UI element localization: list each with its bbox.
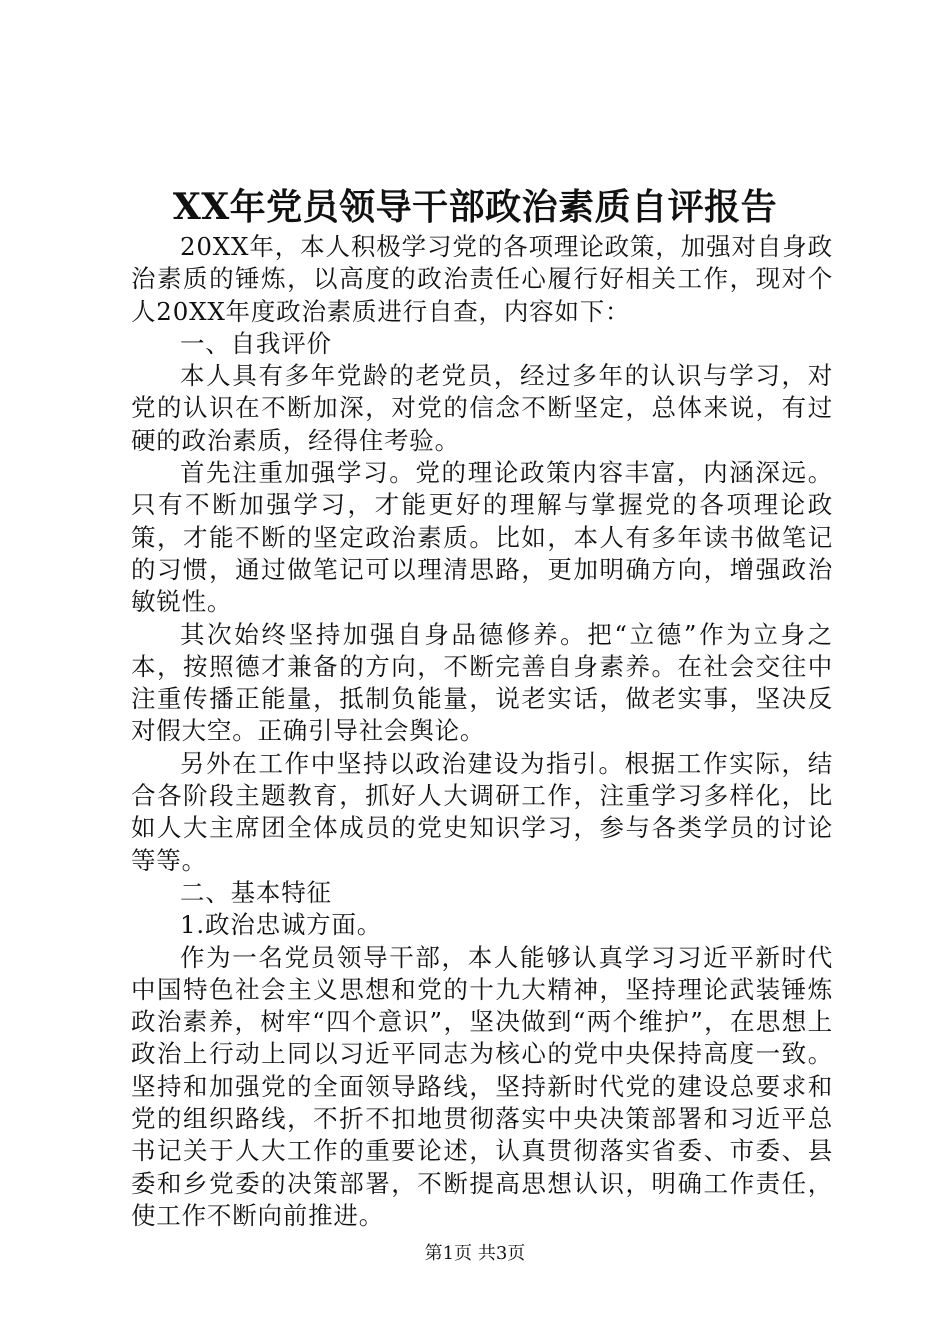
subsection-heading-political-loyalty: 1.政治忠诚方面。 — [180, 910, 383, 940]
paragraph-study: 首先注重加强学习。党的理论政策内容丰富，内涵深远。只有不断加强学习，才能更好的理解与掌握党的各项理论政策，才能不断的坚定政治素质。比如，本人有多年读书做笔记的习惯，通过做笔记可以理清思路，更加明确方向，增强政治敏锐性。 — [131, 458, 833, 617]
page-number-footer: 第1页 共3页 — [424, 1243, 526, 1264]
paragraph-party-experience: 本人具有多年党龄的老党员，经过多年的认识与学习，对党的认识在不断加深，对党的信念不断坚定，总体来说，有过硬的政治素质，经得住考验。 — [131, 361, 833, 455]
paragraph-moral-cultivation: 其次始终坚持加强自身品德修养。把“立德”作为立身之本，按照德才兼备的方向，不断完善自身素养。在社会交往中注重传播正能量，抵制负能量，说老实话，做老实事，坚决反对假大空。正确引导社会舆论。 — [131, 619, 833, 746]
document-title: XX年党员领导干部政治素质自评报告 — [172, 186, 778, 228]
document-body — [131, 231, 833, 1232]
intro-paragraph: 20XX年，本人积极学习党的各项理论政策，加强对自身政治素质的锤炼，以高度的政治责任心履行好相关工作，现对个人20XX年度政治素质进行自查，内容如下： — [131, 232, 833, 326]
paragraph-loyalty-details: 作为一名党员领导干部，本人能够认真学习习近平新时代中国特色社会主义思想和党的十九大精神，坚持理论武装锤炼政治素养，树牢“四个意识”，坚决做到“两个维护”，在思想上政治上行动上同以习近平同志为核心的党中央保持高度一致。坚持和加强党的全面领导路线，坚持新时代党的建设总要求和党的组织路线，不折不扣地贯彻落实中央决策部署和习近平总书记关于人大工作的重要论述，认真贯彻落实省委、市委、县委和乡党委的决策部署，不断提高思想认识，明确工作责任，使工作不断向前推进。 — [131, 942, 833, 1230]
section-heading-basic-features: 二、基本特征 — [180, 877, 332, 907]
section-heading-self-evaluation: 一、自我评价 — [180, 328, 332, 358]
paragraph-political-guidance: 另外在工作中坚持以政治建设为指引。根据工作实际，结合各阶段主题教育，抓好人大调研工作，注重学习多样化，比如人大主席团全体成员的党史知识学习，参与各类学员的讨论等等。 — [131, 748, 833, 875]
